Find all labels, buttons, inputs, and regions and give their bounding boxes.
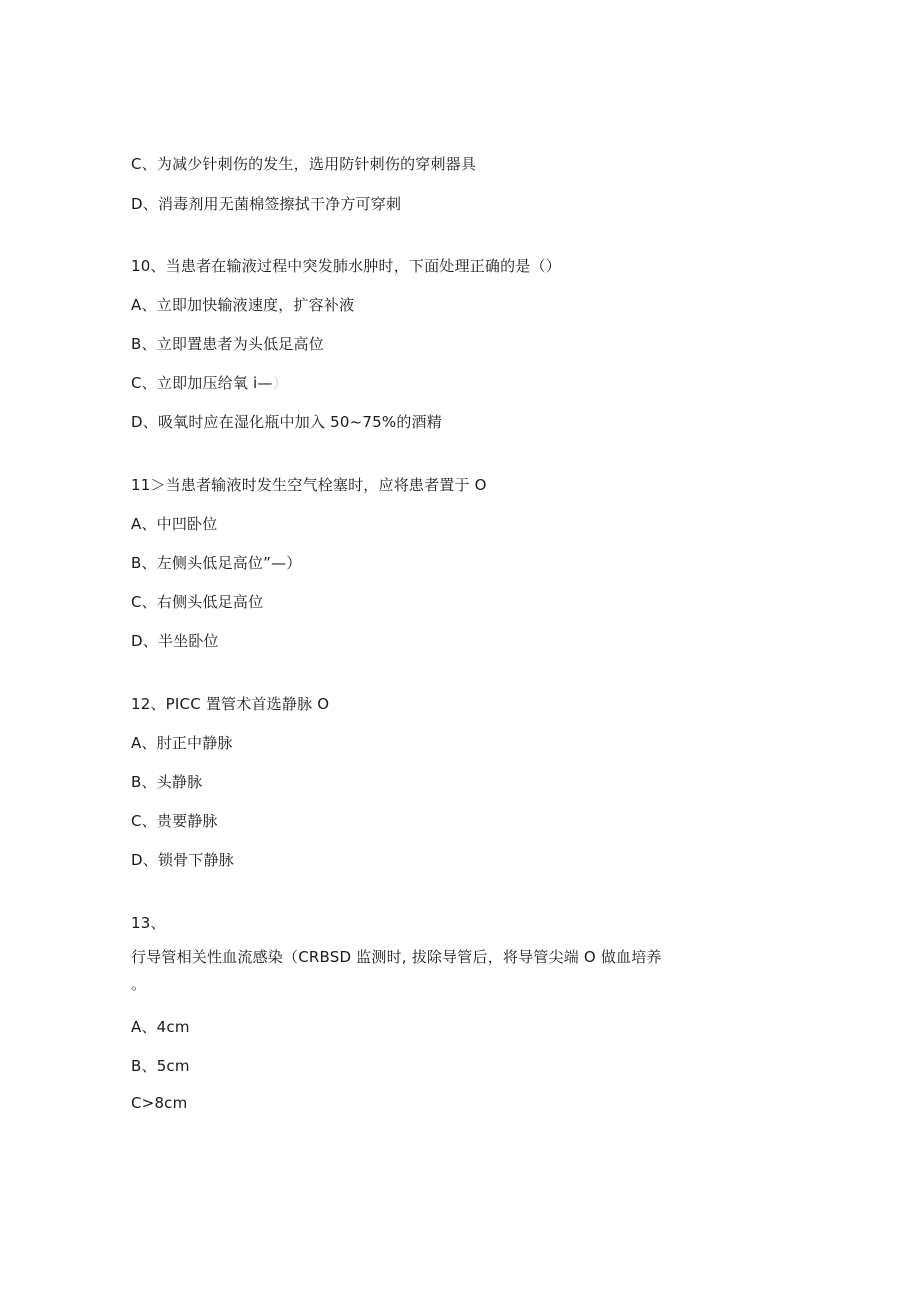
- q11-option-c: C、右侧头低足高位: [131, 593, 264, 611]
- q10-stem: 10、当患者在输液过程中突发肺水肿时，下面处理正确的是（）: [131, 257, 561, 275]
- q11-option-b: B、左侧头低足高位”—）: [131, 554, 302, 572]
- q12-option-c: C、贵要静脉: [131, 812, 218, 830]
- q11-option-a: A、中凹卧位: [131, 515, 218, 533]
- q13-option-a: A、4cm: [131, 1018, 190, 1036]
- q10-option-c: [131, 373, 288, 393]
- q9-option-c: C、为减少针刺伤的发生，选用防针刺伤的穿刺器具: [131, 155, 477, 173]
- q13-option-c: C>8cm: [131, 1094, 188, 1112]
- q13-stem-end: 。: [131, 975, 147, 993]
- q10-option-d: D、吸氧时应在湿化瓶中加入 50~75%的酒精: [131, 413, 442, 431]
- q13-number: 13、: [131, 914, 166, 932]
- q10-option-b: B、立即置患者为头低足高位: [131, 335, 324, 353]
- q12-option-d: D、锁骨下静脉: [131, 851, 234, 869]
- q10-option-c-mark: ）: [272, 374, 288, 392]
- q12-option-b: B、头静脉: [131, 773, 203, 791]
- q10-option-a: A、立即加快输液速度，扩容补液: [131, 296, 355, 314]
- q13-option-b: B、5cm: [131, 1057, 190, 1075]
- q11-option-d: D、半坐卧位: [131, 632, 219, 650]
- q10-option-c-text: C、立即加压给氧 i—: [131, 374, 273, 392]
- q12-stem: 12、PICC 置管术首选静脉 O: [131, 695, 330, 713]
- q13-stem: 行导管相关性血流感染（CRBSD 监测时, 拔除导管后，将导管尖端 O 做血培养: [131, 948, 662, 966]
- q9-option-d: D、消毒剂用无菌棉签擦拭干净方可穿刺: [131, 195, 402, 213]
- q12-option-a: A、肘正中静脉: [131, 734, 233, 752]
- q11-stem: 11＞当患者输液时发生空气栓塞时，应将患者置于 O: [131, 476, 487, 494]
